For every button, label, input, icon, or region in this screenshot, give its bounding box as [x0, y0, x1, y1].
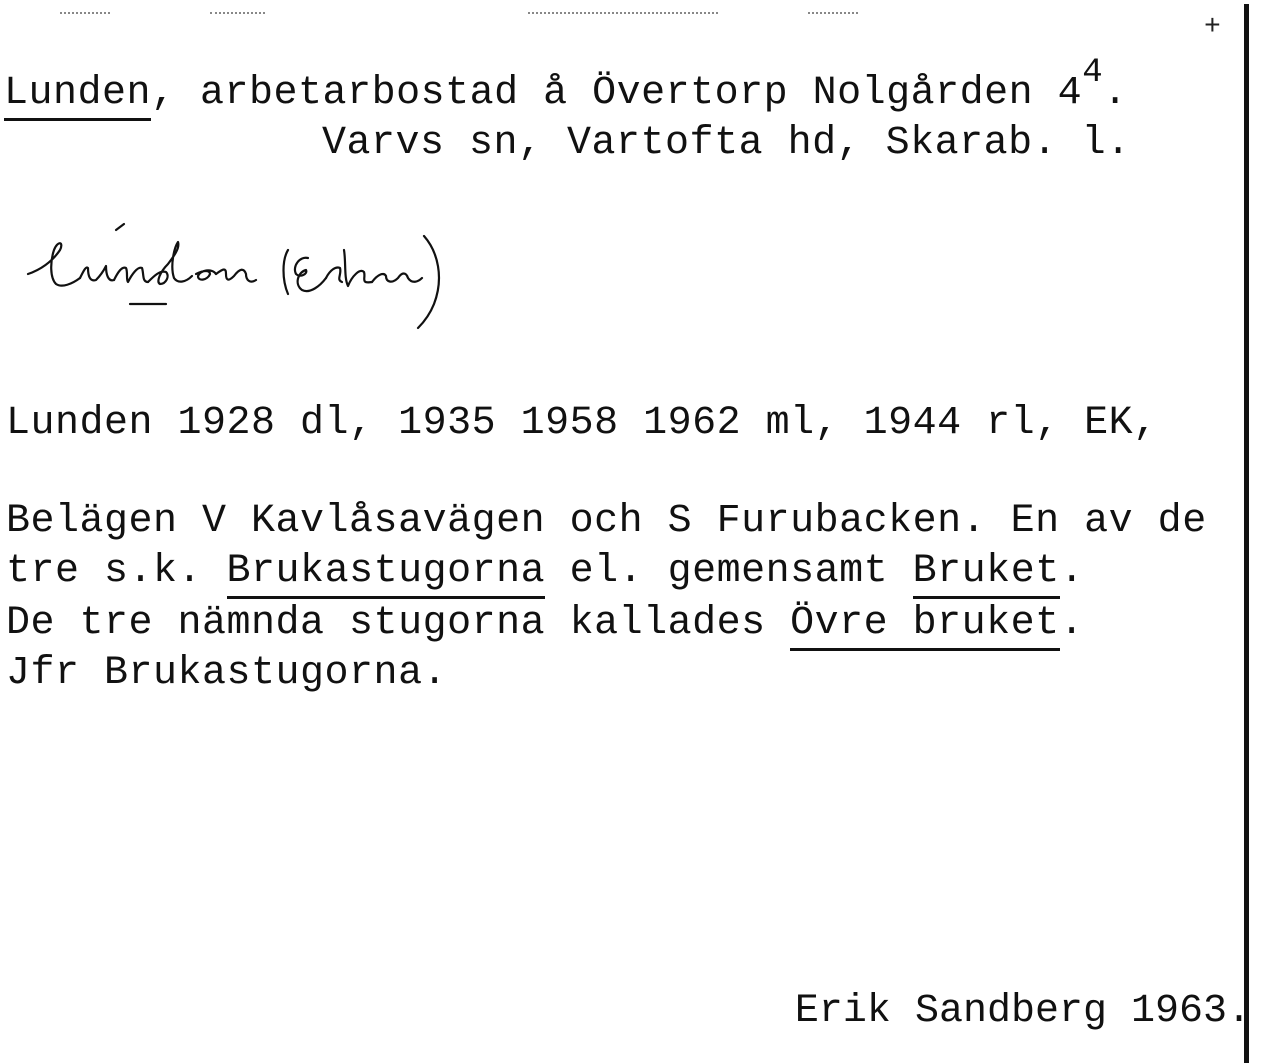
scan-speck	[210, 12, 265, 16]
underlined-term-bruket: Bruket	[913, 549, 1060, 599]
entry-name: Lunden	[4, 71, 151, 121]
underlined-term-brukastugorna: Brukastugorna	[227, 549, 546, 599]
header-description: , arbetarbostad å Övertorp Nolgården 4	[151, 71, 1083, 116]
description-text: el. gemensamt	[545, 549, 913, 594]
header-end: .	[1103, 71, 1128, 116]
description-text: .	[1059, 549, 1085, 594]
description-text: tre s.k.	[6, 549, 227, 594]
description-line-4: Jfr Brukastugorna.	[6, 651, 448, 696]
card-edge-line	[1244, 4, 1249, 1063]
description-text: De tre nämnda stugorna kallades	[6, 601, 791, 646]
handwritten-note	[20, 222, 560, 352]
underlined-term-ovre-bruket: Övre bruket	[790, 601, 1060, 651]
description-line-1: Belägen V Kavlåsavägen och S Furubacken. En av de	[6, 499, 1207, 544]
description-text: .	[1059, 601, 1085, 646]
corner-plus-mark: +	[1204, 12, 1221, 43]
header-line-1	[4, 54, 1128, 117]
header-line-2: Varvs sn, Vartofta hd, Skarab. l.	[322, 121, 1131, 166]
description-line-3	[6, 602, 1084, 646]
scan-speck	[528, 12, 718, 16]
description-line-2	[6, 550, 1084, 594]
scan-speck	[808, 12, 858, 16]
scan-speck	[60, 12, 110, 16]
records-line: Lunden 1928 dl, 1935 1958 1962 ml, 1944 rl, EK,	[6, 401, 1158, 446]
author-signature: Erik Sandberg 1963.	[794, 989, 1251, 1034]
header-superscript: 4	[1082, 54, 1104, 92]
